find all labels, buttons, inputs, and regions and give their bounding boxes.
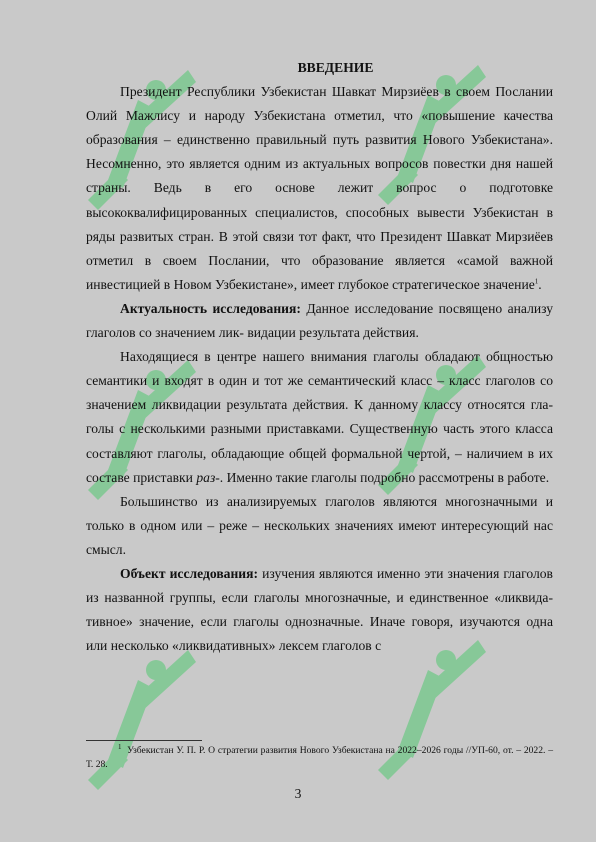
footnote <box>86 744 553 772</box>
paragraph-intro <box>86 80 553 297</box>
paragraph-text: Находящиеся в центре нашего внимания глаголы обладают общностью семантики и входят в один и тот же семантический класс – класс глаголов со значением ликвидации результата действия. К данному классу относятся гла- голы с несколькими разными приставками. Существенную часть этого класса составляют глаголы, обладающие общей формальной чертой, – наличием в их составе приставки <box>86 349 553 485</box>
paragraph-polysemy <box>86 490 553 562</box>
paragraph-text: . Именно такие глаголы подробно рассмотрены в работе. <box>219 469 550 485</box>
section-lead: Объект исследования: <box>120 565 258 581</box>
page-heading: ВВЕДЕНИЕ <box>297 60 374 75</box>
section-lead: Актуальность исследования: <box>120 300 301 316</box>
paragraph-relevance <box>86 297 553 345</box>
punctuation: . <box>538 276 542 292</box>
paragraph-verbs <box>86 345 553 490</box>
footnote-reference[interactable]: 1 <box>534 277 539 286</box>
paragraph-text: Президент Республики Узбекистан Шавкат Мирзиёев в своем Послании Олий Мажлису и народу Узбекистана отметил, что «повышение качества образования – единственно правильный путь развития Нового Узбекистана». Несомненно, это является одним из актуальных вопросов повестки дня нашей страны. Ведь в его основе лежит вопрос о подготовке высококвалифицированных специалистов, способных вывести Узбекистан в ряды развитых стран. В этой связи тот факт, что Президент Шавкат Мирзиёев отметил в своем Послании, что образование является «самой важной инвестицией в Новом Узбекистане», имеет глубокое стратегическое значение <box>86 84 553 292</box>
paragraph-text: изучения являются именно эти значения глаголов из названной группы, если глаголы многозначные, и единственное «ликвида- тивное» значение, если глаголы однозначные. Иначе говоря, изучаются одна или несколько «ликвидативных» лексем глаголов с <box>86 565 553 654</box>
paragraph-text: Большинство из анализируемых глаголов являются многозначными и только в одном или – реже – нескольких значениях имеют интересующий нас смысл. <box>86 493 553 557</box>
footnote-number: 1 <box>118 742 122 751</box>
paragraph-text: Данное исследование посвящено анализу глаголов со значением лик- видации результата действия. <box>86 300 554 341</box>
italic-term: раз- <box>196 469 220 485</box>
page-number: 3 <box>294 786 302 801</box>
body-text <box>86 56 553 658</box>
footnote-divider <box>86 740 202 741</box>
footnote-text: Узбекистан У. П. Р. О стратегии развития Нового Узбекистана на 2022–2026 годы //УП-60, от. – 2022. – Т. 28. <box>86 745 553 770</box>
paragraph-object <box>86 562 553 658</box>
